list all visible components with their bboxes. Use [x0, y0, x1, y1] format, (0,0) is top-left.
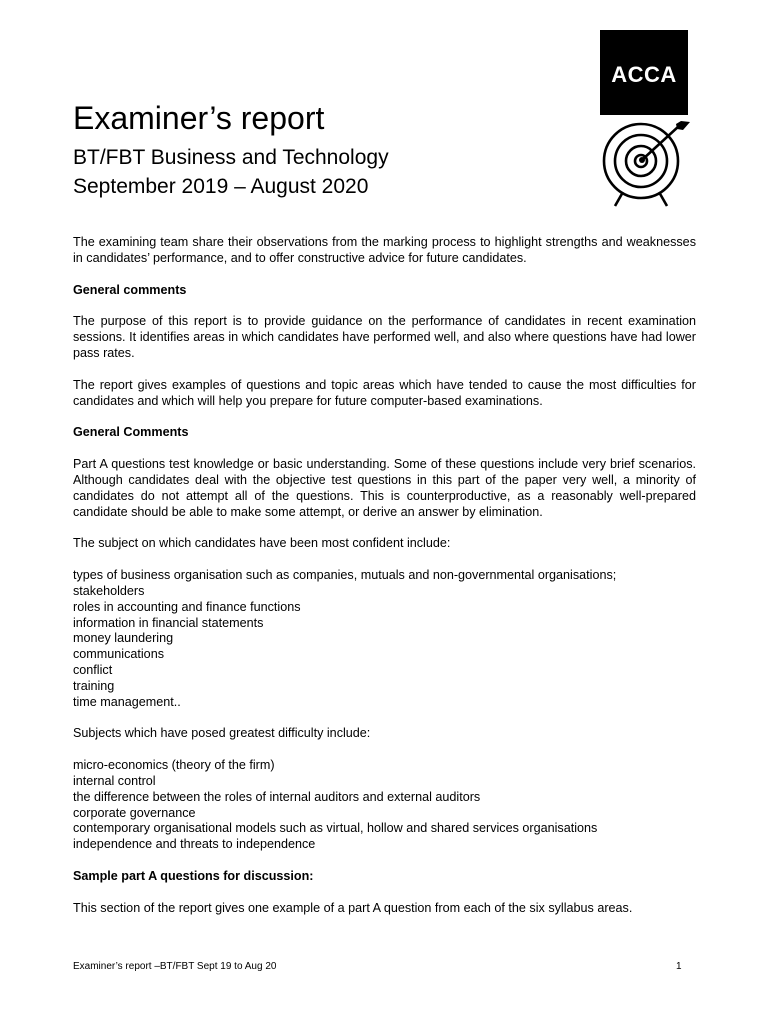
list-item: time management.. — [73, 694, 181, 709]
list-item: conflict — [73, 662, 113, 677]
paragraph: This section of the report gives one example of a part A question from each of the six syllabus areas. — [73, 900, 633, 915]
intro-paragraph: The examining team share their observations from the marking process to highlight strengths and weaknesses in candidates’ performance, and to offer constructive advice for future candidates. — [73, 235, 696, 265]
footer-text: Examiner’s report –BT/FBT Sept 19 to Aug 20 — [73, 961, 277, 972]
subtitle-line-1: BT/FBT Business and Technology — [73, 146, 389, 169]
page-subtitle — [73, 143, 389, 201]
list-item: internal control — [73, 773, 156, 788]
list-item: independence and threats to independence — [73, 837, 316, 852]
paragraph: Subjects which have posed greatest difficulty include: — [73, 726, 371, 741]
list-item: information in financial statements — [73, 615, 264, 630]
section-heading: General comments — [73, 282, 187, 297]
section-heading: General Comments — [73, 425, 189, 440]
paragraph: The subject on which candidates have been most confident include: — [73, 536, 451, 551]
list-item: money laundering — [73, 631, 174, 646]
list-item: the difference between the roles of internal auditors and external auditors — [73, 789, 481, 804]
list-item: roles in accounting and finance functions — [73, 599, 301, 614]
list-item: stakeholders — [73, 583, 145, 598]
list-item: communications — [73, 647, 164, 662]
section-heading: Sample part A questions for discussion: — [73, 868, 314, 883]
difficult-topics-list — [73, 758, 696, 853]
list-item: corporate governance — [73, 805, 196, 820]
logo-text: ACCA — [611, 62, 677, 87]
confident-topics-list — [73, 568, 696, 710]
paragraph: Part A questions test knowledge or basic understanding. Some of these questions include very brief scenarios. Although candidates deal with the objective test questions in this part of the paper very well, a minority of candidates do not attempt all of the questions. This is counterproductive, as a reasonably well-prepared candidate should be able to make some attempt, or derive an answer by elimination. — [73, 457, 696, 519]
page-title: Examiner’s report — [73, 100, 325, 136]
subtitle-line-2: September 2019 – August 2020 — [73, 175, 369, 198]
list-item: micro-economics (theory of the firm) — [73, 758, 275, 773]
paragraph: The report gives examples of questions and topic areas which have tended to cause the most difficulties for candidates and which will help you prepare for future computer-based examinations. — [73, 377, 696, 408]
paragraph: The purpose of this report is to provide guidance on the performance of candidates in recent examination sessions. It identifies areas in which candidates have performed well, and also where questions have had lower pass rates. — [73, 314, 696, 360]
acca-logo — [600, 30, 688, 115]
list-item: contemporary organisational models such as virtual, hollow and shared services organisations — [73, 821, 598, 836]
page-number: 1 — [676, 961, 682, 972]
report-body — [73, 235, 696, 933]
list-item: training — [73, 678, 115, 693]
target-arrow-icon — [597, 118, 691, 210]
list-item: types of business organisation such as companies, mutuals and non-governmental organisations; — [73, 568, 617, 583]
